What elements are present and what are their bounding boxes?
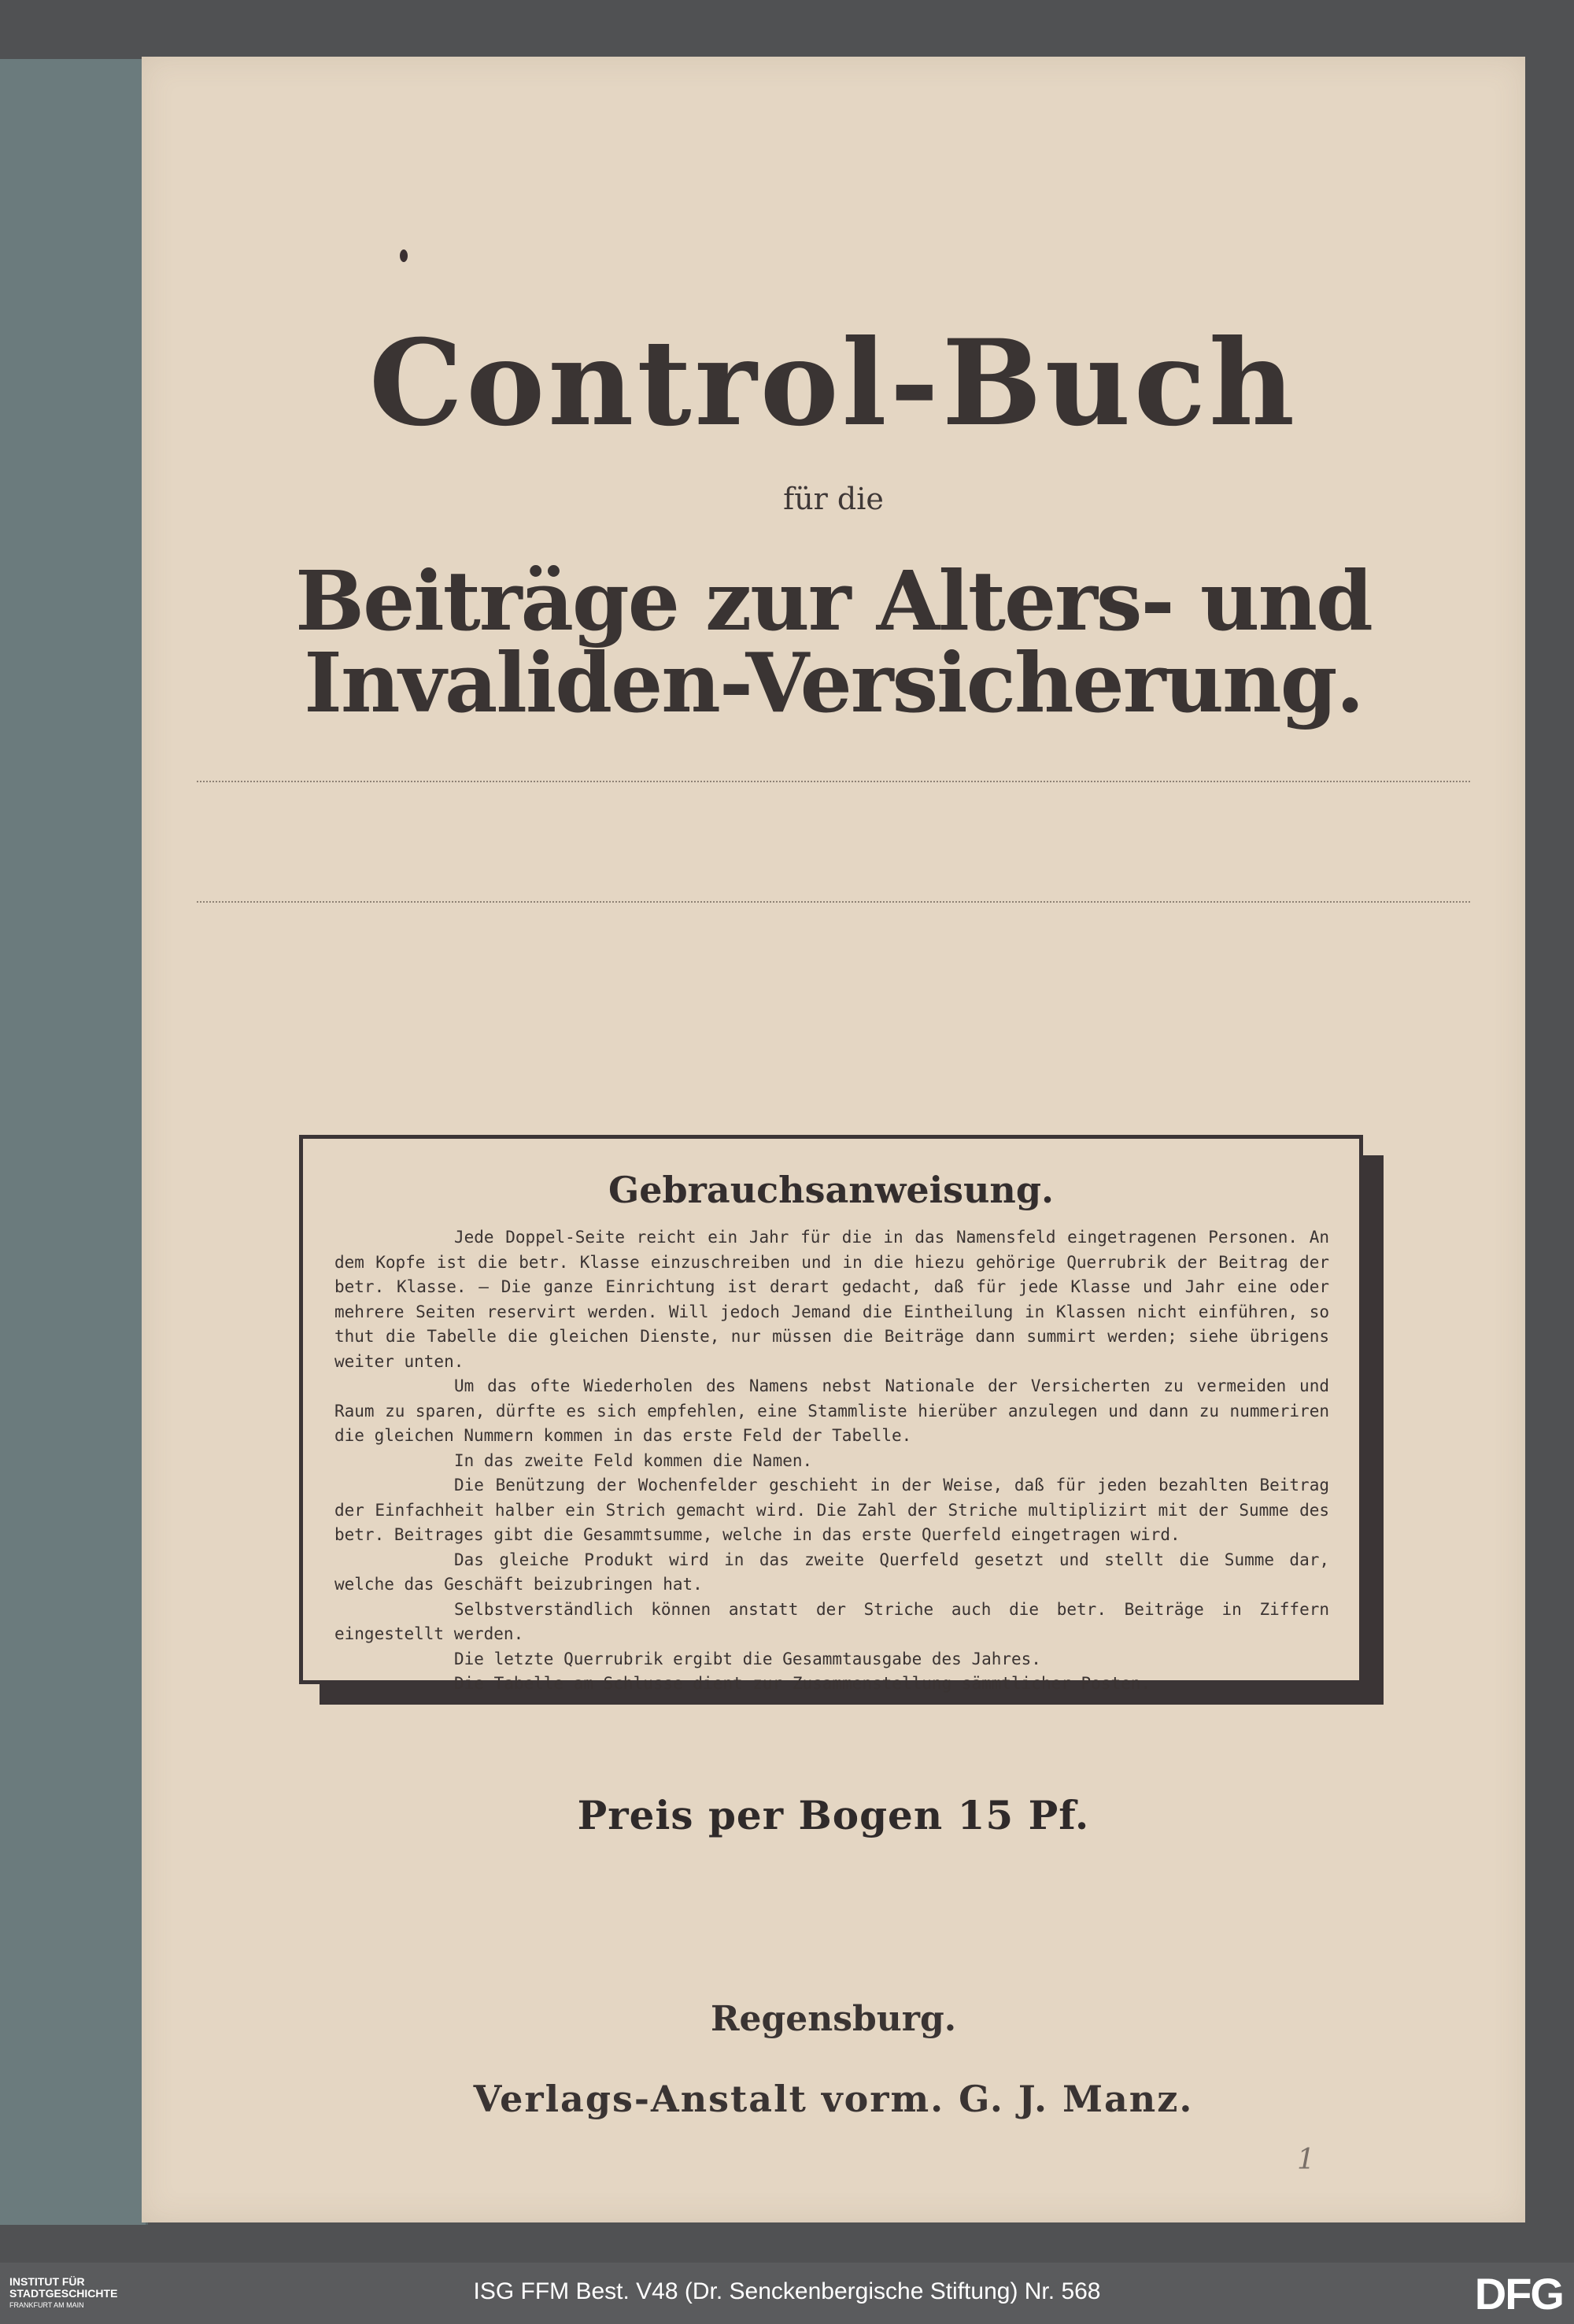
instruction-paragraph: Selbstverständlich können anstatt der Striche auch die betr. Beiträge in Ziffern eingestellt werden. <box>334 1599 1329 1643</box>
ink-speck <box>400 249 408 262</box>
document-title: Control-Buch <box>368 314 1299 453</box>
price-line: Preis per Bogen 15 Pf. <box>577 1792 1090 1838</box>
dfg-logo: DFG <box>1474 2269 1563 2318</box>
book-cover-edge <box>0 59 148 2225</box>
archive-caption: ISG FFM Best. V48 (Dr. Senckenbergische Stiftung) Nr. 568 <box>473 2278 1101 2304</box>
institution-line-1: INSTITUT FÜR <box>9 2275 85 2288</box>
institution-line-2: STADTGESCHICHTE <box>9 2287 118 2300</box>
institution-line-3: FRANKFURT AM MAIN <box>9 2301 84 2309</box>
dotted-fill-line-2 <box>197 901 1470 903</box>
instruction-paragraph: Die Tabelle am Schlusse dient zur Zusammenstellung sämmtlicher Posten. <box>454 1674 1151 1693</box>
instruction-paragraph: Jede Doppel-Seite reicht ein Jahr für die in das Namensfeld eingetragenen Personen. An dem Kopfe ist die betr. Klasse einzuschreiben und in die hiezu gehörige Querrubrik der Beitrag der betr. Klasse. — Die ganze Einrichtung ist derart gedacht, daß für jede Klasse und Jahr eine oder mehrere Seiten reservirt werden. Will jedoch Jemand die Eintheilung in Klassen nicht einführen, so thut die Tabelle die gleichen Dienste, nur müssen die Beiträge dann summirt werden; siehe übrigens weiter unten. <box>334 1228 1329 1371</box>
handwritten-page-mark: 1 <box>1297 2144 1315 2176</box>
instruction-paragraph: Um das ofte Wiederholen des Namens nebst Nationale der Versicherten zu vermeiden und Raum zu sparen, dürfte es sich empfehlen, eine Stammliste hierüber anzulegen und dann zu nummeriren die gleichen Nummern kommen in das erste Feld der Tabelle. <box>334 1376 1329 1445</box>
place-line: Regensburg. <box>710 1999 957 2039</box>
instructions-heading: Gebrauchsanweisung. <box>608 1169 1055 1211</box>
dotted-fill-line-1 <box>197 781 1470 782</box>
document-page <box>142 57 1525 2222</box>
archive-footer-bar <box>0 2263 1574 2324</box>
instructions-box <box>299 1135 1363 1693</box>
publisher-line: Verlags-Anstalt vorm. G. J. Manz. <box>473 2078 1194 2120</box>
instructions-body <box>334 1225 1329 1697</box>
instruction-paragraph: Die letzte Querrubrik ergibt die Gesammtausgabe des Jahres. <box>454 1649 1041 1668</box>
fuer-die-line: für die <box>783 482 884 516</box>
instruction-paragraph: Die Benützung der Wochenfelder geschieht in der Weise, daß für jeden bezahlten Beitrag der Einfachheit halber ein Strich gemacht wird. Die Zahl der Striche multiplizirt mit der Summe des betr. Beitrages gibt die Gesammtsumme, welche in das erste Querfeld eingetragen wird. <box>334 1476 1329 1544</box>
document-subtitle: Beiträge zur Alters- und Invaliden-Versicherung. <box>295 552 1372 731</box>
instruction-paragraph: Das gleiche Produkt wird in das zweite Querfeld gesetzt und stellt die Summe dar, welche das Geschäft beizubringen hat. <box>334 1550 1329 1594</box>
instruction-paragraph: In das zweite Feld kommen die Namen. <box>454 1450 813 1470</box>
